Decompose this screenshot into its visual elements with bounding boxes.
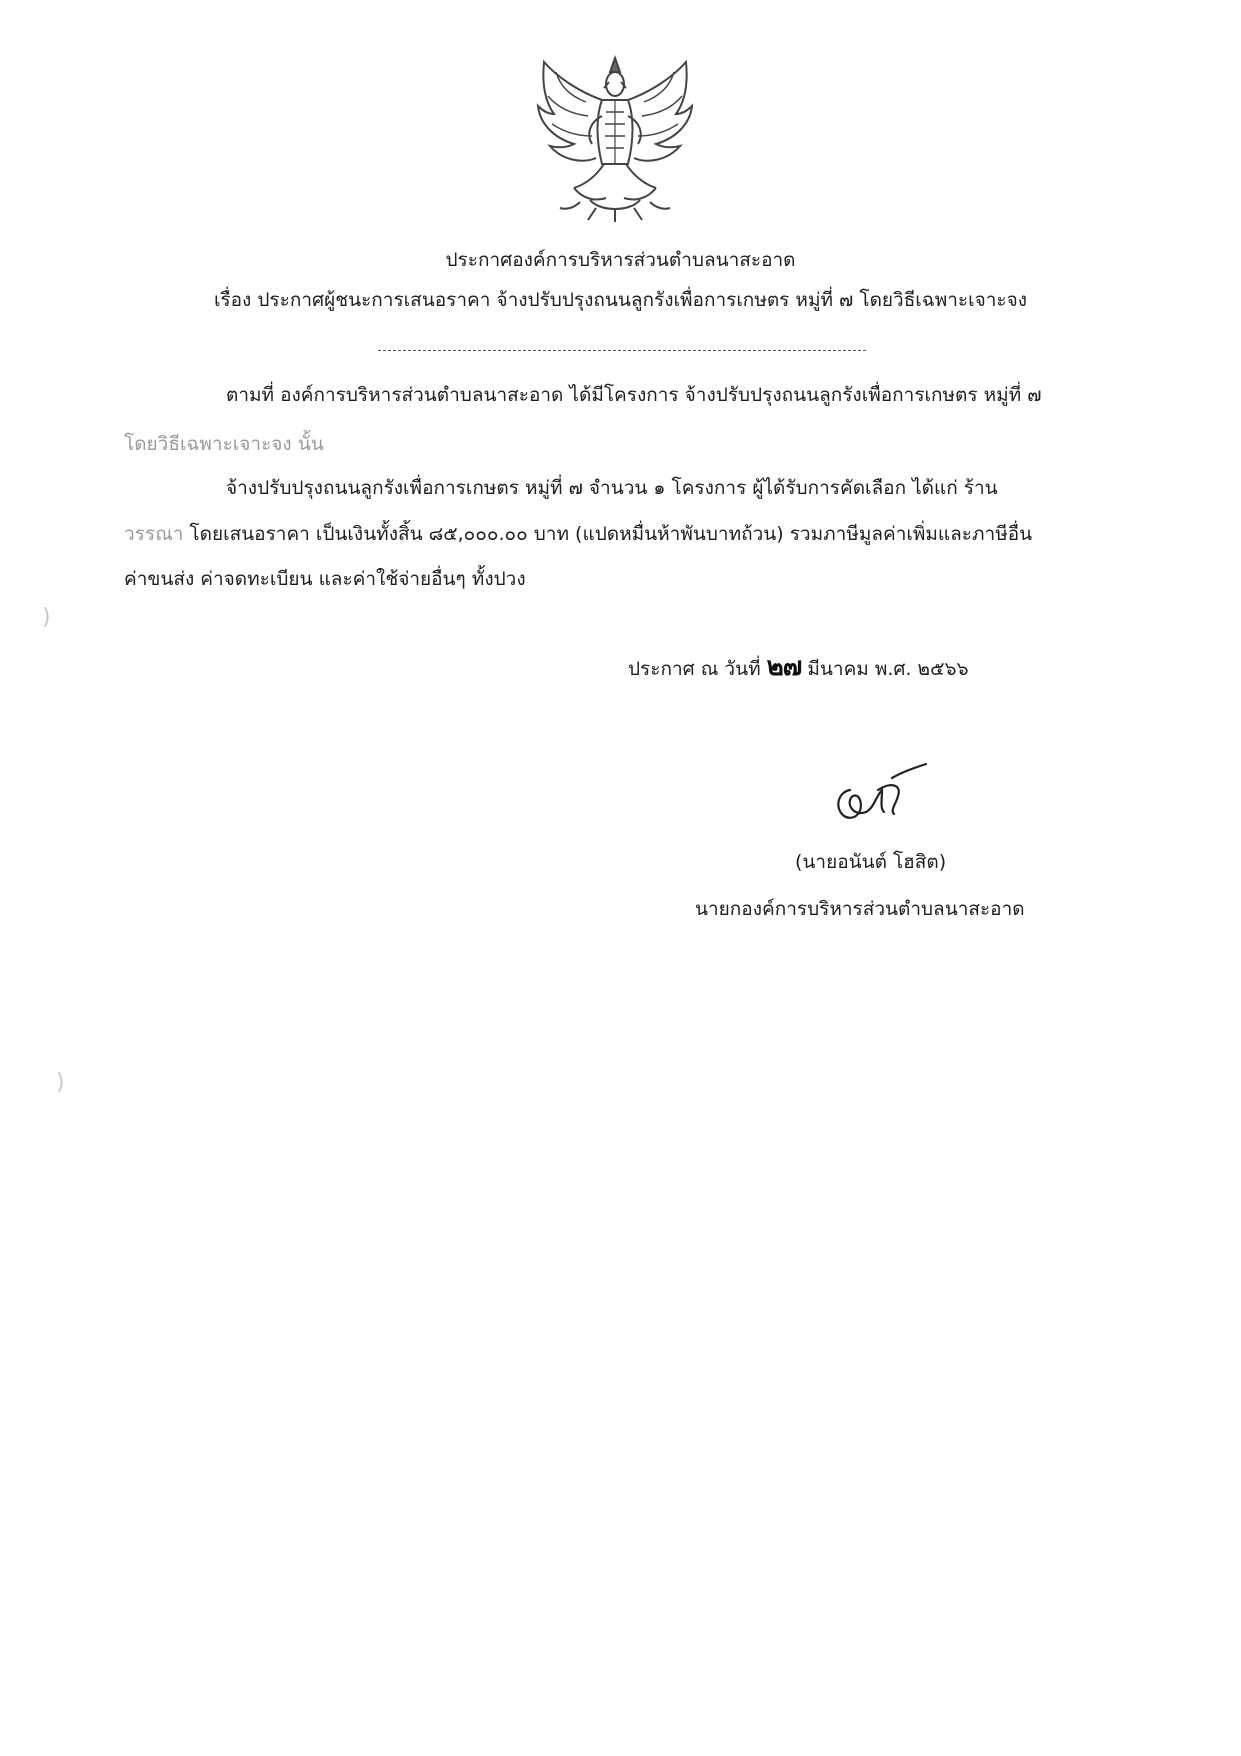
- paragraph-2-line-3: ค่าขนส่ง ค่าจดทะเบียน และค่าใช้จ่ายอื่นๆ ทั้งปวง: [124, 568, 526, 590]
- paragraph-2-line-1: จ้างปรับปรุงถนนลูกรังเพื่อการเกษตร หมู่ที่ ๗ จำนวน ๑ โครงการ ผู้ได้รับการคัดเลือก ได้แก่ ร้าน: [226, 477, 998, 499]
- paragraph-1-line-1: ตามที่ องค์การบริหารส่วนตำบลนาสะอาด ได้มีโครงการ จ้างปรับปรุงถนนลูกรังเพื่อการเกษตร หมู่ที่ ๗: [226, 384, 1042, 406]
- scan-mark: ): [42, 605, 51, 630]
- divider: [378, 350, 866, 351]
- price-text: โดยเสนอราคา เป็นเงินทั้งสิ้น ๘๕,๐๐๐.๐๐ บาท (แปดหมื่นห้าพันบาทถ้วน) รวมภาษีมูลค่าเพิ่มและภาษีอื่น: [183, 523, 1033, 545]
- signer-position: นายกองค์การบริหารส่วนตำบลนาสะอาด: [695, 898, 1025, 920]
- vendor-name: วรรณา: [124, 523, 184, 545]
- handwritten-signature-icon: [820, 760, 930, 830]
- scan-mark: ): [56, 1070, 65, 1095]
- announcement-date: [628, 652, 969, 682]
- paragraph-2-line-2: [124, 522, 1032, 546]
- garuda-emblem-icon: [530, 52, 700, 224]
- date-day-handwritten: ๒๗: [766, 652, 802, 682]
- date-suffix: มีนาคม พ.ศ. ๒๕๖๖: [801, 658, 969, 680]
- signer-name: (นายอนันต์ โฮสิต): [795, 851, 947, 873]
- document-subject: เรื่อง ประกาศผู้ชนะการเสนอราคา จ้างปรับปรุงถนนลูกรังเพื่อการเกษตร หมู่ที่ ๗ โดยวิธีเฉพาะเจาะจง: [213, 289, 1028, 311]
- paragraph-1-line-2: โดยวิธีเฉพาะเจาะจง นั้น: [124, 433, 324, 455]
- document-title: ประกาศองค์การบริหารส่วนตำบลนาสะอาด: [445, 249, 796, 271]
- date-prefix: ประกาศ ณ วันที่: [628, 658, 767, 680]
